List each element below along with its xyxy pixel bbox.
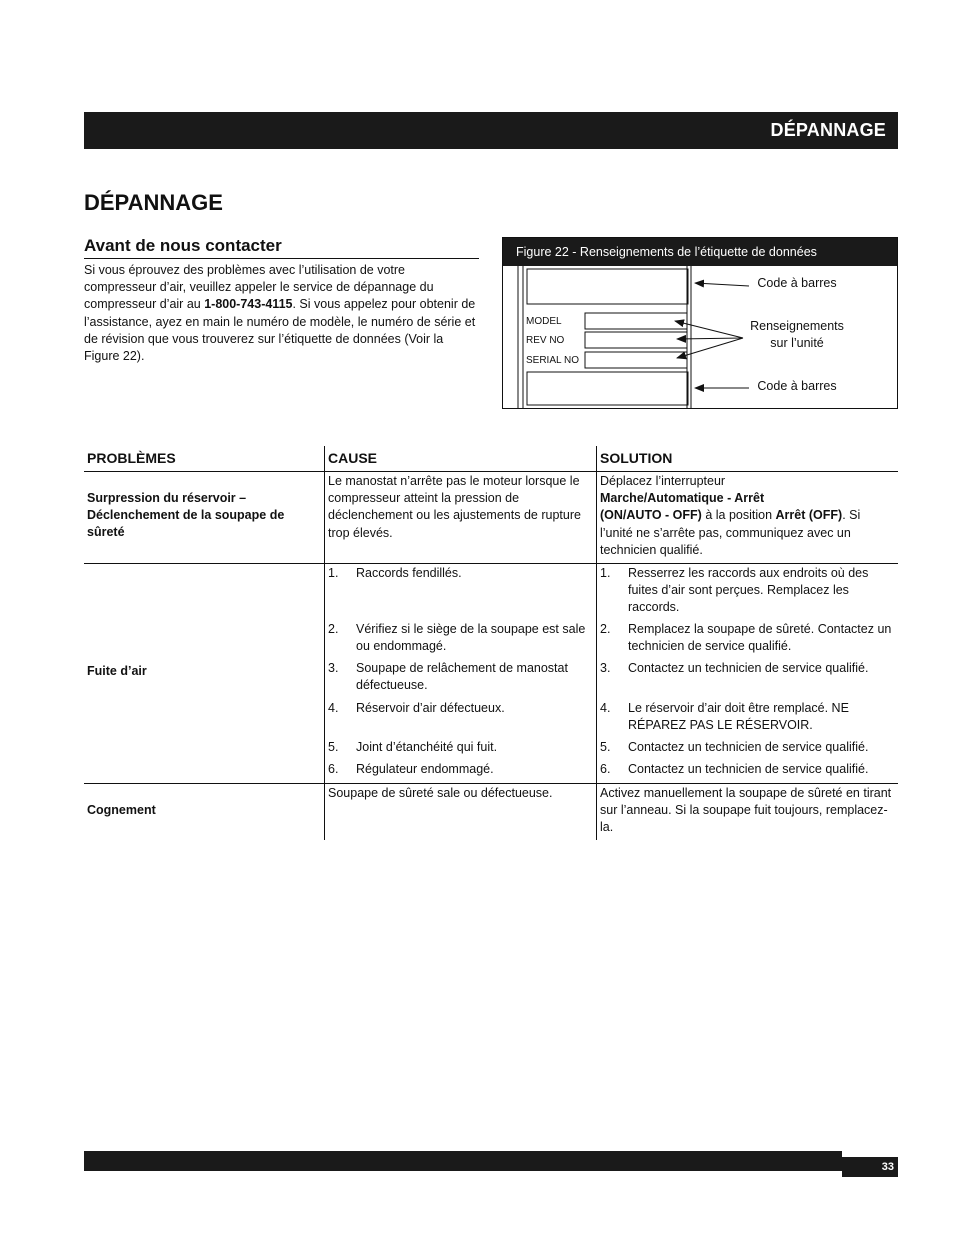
intro-paragraph [84,262,480,365]
solution-text: Déplacez l’interrupteur [600,474,726,488]
table-divider [84,563,898,564]
solution-item: Resserrez les raccords aux endroits où des fuites d’air sont perçues. Remplacez les raccords. [628,566,869,615]
table-divider [84,783,898,784]
intro-text-1: Si vous éprouvez des problèmes avec l’utilisation de votre compresseur d’air, veuillez appeler le service de dépannage du compresseur d’air au [84,263,434,312]
solution-text: . Si l’unité ne s’arrête pas, communiquez avec un technicien qualifié. [600,508,861,557]
cause-cell: Soupape de sûreté sale ou défectueuse. [328,786,553,800]
cause-item: Réservoir d’air défectueux. [356,701,505,715]
solution-text: à la position [701,508,776,523]
list-number: 1. [328,566,339,580]
cause-cell: Le manostat n’arrête pas le moteur lorsque le compresseur atteint la pression de déclenchement ou les ajustements de rupture trop élevés. [328,474,581,540]
solution-item: Contactez un technicien de service qualifié. [628,661,869,675]
page-title: DÉPANNAGE [84,190,223,215]
model-label: MODEL [526,316,562,327]
list-number: 6. [600,762,611,776]
support-phone-number: 1-800-743-4115 [204,297,293,312]
solution-item: Remplacez la soupape de sûreté. Contactez un technicien de service qualifié. [628,622,892,654]
list-number: 3. [600,661,611,675]
intro-text-2: . Si vous appelez pour obtenir de l’assistance, ayez en main le numéro de modèle, le numéro de série et de révision que vous trouverez sur l’étiquette de données (Voir la Figure 22). [84,297,476,364]
header-problems: PROBLÈMES [87,450,176,466]
solution-cell [600,473,894,559]
cause-item: Raccords fendillés. [356,566,462,580]
serial-no-label: SERIAL NO [526,355,579,366]
callout-unit-info-line1: Renseignements [750,319,844,333]
problem-cell: Surpression du réservoir – Déclenchement de la soupape de sûreté [87,491,285,540]
header-solution: SOLUTION [600,450,673,466]
cause-item: Joint d’étanchéité qui fuit. [356,740,498,754]
footer-bar [84,1151,842,1171]
list-number: 1. [600,566,611,580]
cause-item: Soupape de relâchement de manostat défectueuse. [356,661,568,693]
callout-barcode-top: Code à barres [757,276,837,290]
solution-cell: Activez manuellement la soupape de sûreté en tirant sur l’anneau. Si la soupape fuit toujours, remplacez-la. [600,786,892,835]
solution-item: Le réservoir d’air doit être remplacé. NE RÉPAREZ PAS LE RÉSERVOIR. [628,701,849,733]
section-header-label: DÉPANNAGE [770,120,886,140]
switch-name: Marche/Automatique - Arrêt [600,491,765,506]
list-number: 2. [600,622,611,636]
list-number: 4. [600,701,611,715]
list-number: 3. [328,661,339,675]
list-number: 5. [328,740,339,754]
list-number: 4. [328,701,339,715]
rev-no-label: REV NO [526,335,565,346]
section-header-bar [84,112,898,149]
cause-item: Vérifiez si le siège de la soupape est sale ou endommagé. [356,622,586,654]
column-divider [596,446,597,840]
page-number: 33 [842,1157,898,1177]
cause-item: Régulateur endommagé. [356,762,494,776]
list-number: 6. [328,762,339,776]
list-number: 2. [328,622,339,636]
table-divider [84,471,898,472]
problem-cell: Cognement [87,803,156,817]
solution-item: Contactez un technicien de service qualifié. [628,740,869,754]
header-cause: CAUSE [328,450,378,466]
callout-barcode-bottom: Code à barres [757,379,837,393]
switch-position: Arrêt (OFF) [775,508,843,523]
intro-heading: Avant de nous contacter [84,236,479,259]
figure-data-label [502,237,898,409]
list-number: 5. [600,740,611,754]
callout-unit-info-line2: sur l’unité [770,336,824,350]
column-divider [324,446,325,840]
problem-cell: Fuite d’air [87,664,147,678]
switch-name-en: (ON/AUTO - OFF) [600,508,702,523]
solution-item: Contactez un technicien de service qualifié. [628,762,869,776]
figure-caption: Figure 22 - Renseignements de l’étiquette de données [503,238,897,266]
